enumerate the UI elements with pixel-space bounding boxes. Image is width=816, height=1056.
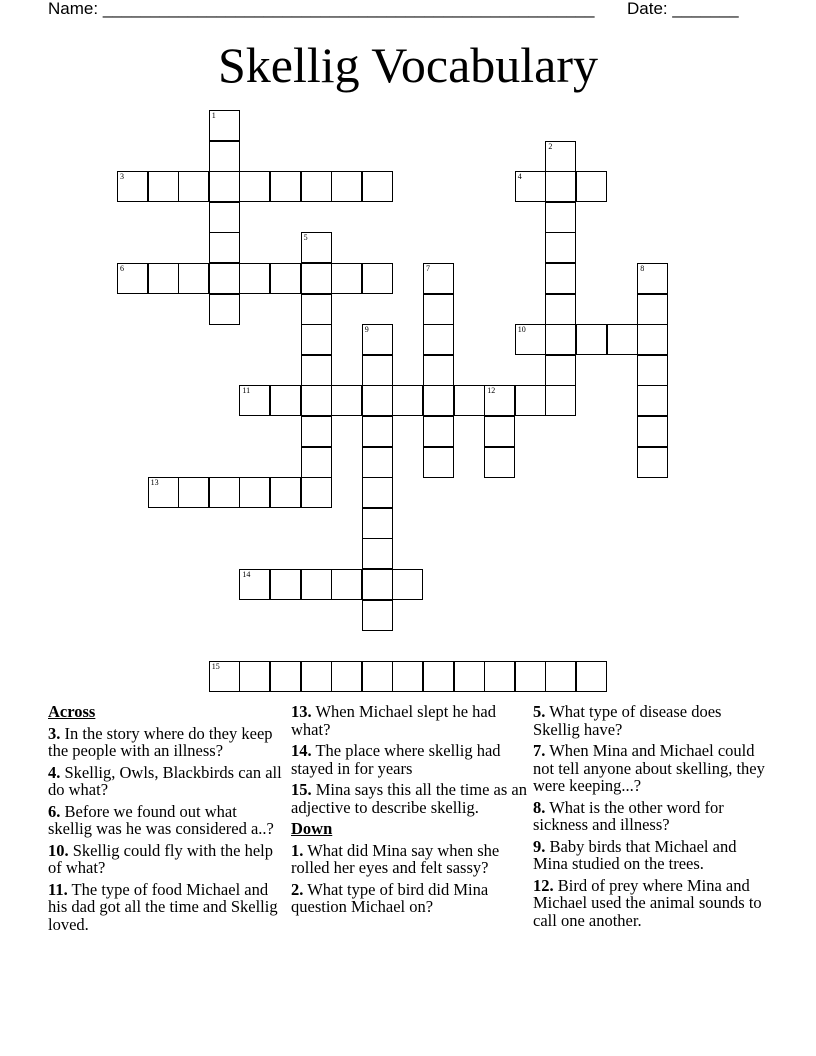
clue-across-11 <box>48 881 284 934</box>
clue-number: 14. <box>291 741 312 760</box>
clue-number: 11. <box>48 879 68 899</box>
clue-text: Bird of prey where Mina and Michael used the animal sounds to call one another. <box>533 875 762 930</box>
cell-number: 15 <box>211 661 220 671</box>
grid-cell[interactable] <box>301 661 332 692</box>
clue-number: 7. <box>533 741 546 760</box>
grid-cell[interactable] <box>362 661 393 692</box>
grid-cell[interactable] <box>392 569 423 600</box>
grid-cell[interactable] <box>209 263 240 294</box>
clue-down-8 <box>533 799 769 834</box>
clue-across-6 <box>48 803 284 838</box>
grid-cell[interactable] <box>637 324 668 355</box>
clue-down-7 <box>533 742 769 795</box>
grid-cell[interactable] <box>362 569 393 600</box>
grid-cell[interactable] <box>637 385 668 416</box>
clue-text: What type of disease does Skellig have? <box>533 702 722 739</box>
cell-number: 10 <box>517 325 526 335</box>
grid-cell[interactable] <box>637 263 668 294</box>
grid-cell[interactable] <box>484 661 515 692</box>
grid-cell[interactable] <box>148 263 179 294</box>
grid-cell[interactable] <box>362 171 393 202</box>
clue-across-15 <box>291 781 527 816</box>
page-title: Skellig Vocabulary <box>217 37 599 93</box>
grid-cell[interactable] <box>545 232 576 263</box>
grid-cell[interactable] <box>607 324 638 355</box>
grid-cell[interactable] <box>362 600 393 631</box>
grid-cell[interactable] <box>301 324 332 355</box>
clue-number: 3. <box>48 723 61 743</box>
clues-column-2 <box>291 703 527 920</box>
name-label: Name: <box>48 0 99 18</box>
grid-cell[interactable] <box>209 171 240 202</box>
grid-cell[interactable] <box>362 263 393 294</box>
clue-across-10 <box>48 842 284 877</box>
grid-cell[interactable] <box>545 324 576 355</box>
grid-cell[interactable] <box>423 416 454 447</box>
cell-number: 6 <box>120 264 124 273</box>
grid-cell[interactable] <box>362 508 393 539</box>
grid-cell[interactable] <box>270 569 301 600</box>
clue-number: 4. <box>48 762 61 782</box>
grid-cell[interactable] <box>270 171 301 202</box>
down-heading: Down <box>291 819 333 838</box>
grid-cell[interactable] <box>331 171 362 202</box>
grid-cell[interactable] <box>392 661 423 692</box>
cell-number: 14 <box>242 570 251 579</box>
clue-down-9 <box>533 838 769 873</box>
grid-cell[interactable] <box>545 661 576 692</box>
grid-cell[interactable] <box>362 385 393 416</box>
grid-cell[interactable] <box>239 661 270 692</box>
grid-cell[interactable] <box>301 416 332 447</box>
grid-cell[interactable] <box>637 447 668 478</box>
grid-cell[interactable] <box>178 263 209 294</box>
clue-number: 9. <box>533 836 546 856</box>
grid-cell[interactable] <box>178 477 209 508</box>
grid-cell[interactable] <box>423 294 454 325</box>
grid-cell[interactable] <box>331 263 362 294</box>
grid-cell[interactable] <box>148 477 179 508</box>
grid-cell[interactable] <box>301 355 332 386</box>
grid-cell[interactable] <box>545 141 576 172</box>
grid-cell[interactable] <box>301 569 332 600</box>
grid-cell[interactable] <box>545 385 576 416</box>
clue-text: Skellig, Owls, Blackbirds can all do what? <box>48 762 282 799</box>
clue-across-4 <box>48 764 284 799</box>
grid-cell[interactable] <box>423 355 454 386</box>
grid-cell[interactable] <box>454 385 485 416</box>
clue-text: Before we found out what skellig was he was considered a..? <box>48 801 274 838</box>
grid-cell[interactable] <box>239 263 270 294</box>
grid-cell[interactable] <box>423 263 454 294</box>
cell-number: 7 <box>426 264 430 273</box>
clue-text: What is the other word for sickness and illness? <box>533 797 724 834</box>
grid-cell[interactable] <box>576 171 607 202</box>
grid-cell[interactable] <box>484 447 515 478</box>
grid-cell[interactable] <box>515 661 546 692</box>
grid-cell[interactable] <box>331 569 362 600</box>
grid-cell[interactable] <box>209 477 240 508</box>
grid-cell[interactable] <box>484 385 515 416</box>
clue-across-3 <box>48 725 284 760</box>
grid-cell[interactable] <box>484 416 515 447</box>
grid-cell[interactable] <box>270 661 301 692</box>
grid-cell[interactable] <box>301 385 332 416</box>
clue-text: The place where skellig had stayed in for years <box>291 741 501 778</box>
grid-cell[interactable] <box>423 447 454 478</box>
cell-number: 5 <box>303 233 308 243</box>
across-heading: Across <box>48 702 96 721</box>
grid-cell[interactable] <box>515 324 546 355</box>
clue-across-14 <box>291 742 527 777</box>
grid-cell[interactable] <box>637 416 668 447</box>
grid-cell[interactable] <box>209 661 240 692</box>
clue-text: What did Mina say when she rolled her eyes and felt sassy? <box>291 840 500 877</box>
grid-cell[interactable] <box>117 263 148 294</box>
clue-number: 12. <box>533 875 554 895</box>
grid-cell[interactable] <box>362 416 393 447</box>
grid-cell[interactable] <box>209 294 240 325</box>
name-blank[interactable]: ____________________________________________________ <box>102 0 595 18</box>
clue-number: 6. <box>48 801 61 821</box>
grid-cell[interactable] <box>454 661 485 692</box>
cell-number: 13 <box>150 478 159 488</box>
cell-number: 8 <box>640 264 645 273</box>
grid-cell[interactable] <box>209 232 240 263</box>
clue-number: 13. <box>291 702 312 721</box>
clue-number: 10. <box>48 840 69 860</box>
grid-cell[interactable] <box>148 171 179 202</box>
grid-cell[interactable] <box>362 477 393 508</box>
grid-cell[interactable] <box>270 263 301 294</box>
clue-text: When Michael slept he had what? <box>291 702 496 739</box>
date-label: Date: <box>627 0 668 18</box>
cell-number: 11 <box>242 386 251 396</box>
grid-cell[interactable] <box>392 385 423 416</box>
grid-cell[interactable] <box>515 385 546 416</box>
grid-cell[interactable] <box>331 661 362 692</box>
grid-cell[interactable] <box>209 141 240 172</box>
grid-cell[interactable] <box>209 202 240 233</box>
date-blank[interactable]: _______ <box>672 0 739 18</box>
grid-cell[interactable] <box>423 661 454 692</box>
grid-cell[interactable] <box>362 538 393 569</box>
clue-down-1 <box>291 842 527 877</box>
grid-cell[interactable] <box>362 447 393 478</box>
grid-cell[interactable] <box>209 110 240 141</box>
cell-number: 3 <box>120 172 124 182</box>
clue-number: 2. <box>291 879 304 899</box>
clue-down-5 <box>533 703 769 738</box>
grid-cell[interactable] <box>545 294 576 325</box>
grid-cell[interactable] <box>301 447 332 478</box>
grid-cell[interactable] <box>270 477 301 508</box>
grid-cell[interactable] <box>301 294 332 325</box>
grid-cell[interactable] <box>239 385 270 416</box>
grid-cell[interactable] <box>362 355 393 386</box>
grid-cell[interactable] <box>576 661 607 692</box>
grid-cell[interactable] <box>545 202 576 233</box>
grid-cell[interactable] <box>239 569 270 600</box>
cell-number: 12 <box>487 386 496 396</box>
cell-number: 4 <box>517 172 522 182</box>
clue-down-2 <box>291 881 527 916</box>
grid-cell[interactable] <box>301 171 332 202</box>
clue-number: 5. <box>533 702 546 721</box>
grid-cell[interactable] <box>239 171 270 202</box>
grid-cell[interactable] <box>301 477 332 508</box>
grid-cell[interactable] <box>545 355 576 386</box>
clue-down-12 <box>533 877 769 930</box>
cell-number: 2 <box>548 141 553 151</box>
clue-text: The type of food Michael and his dad got all the time and Skellig loved. <box>48 879 278 934</box>
clue-text: What type of bird did Mina question Michael on? <box>291 879 489 916</box>
grid-cell[interactable] <box>178 171 209 202</box>
clue-number: 15. <box>291 780 312 799</box>
grid-cell[interactable] <box>545 171 576 202</box>
grid-cell[interactable] <box>576 324 607 355</box>
clue-text: Baby birds that Michael and Mina studied on the trees. <box>533 836 737 873</box>
clue-text: When Mina and Michael could not tell anyone about skelling, they were keeping...? <box>533 741 765 795</box>
grid-cell[interactable] <box>117 171 148 202</box>
clues-column-1 <box>48 703 284 937</box>
grid-cell[interactable] <box>637 294 668 325</box>
grid-cell[interactable] <box>362 324 393 355</box>
grid-cell[interactable] <box>301 263 332 294</box>
cell-number: 1 <box>211 111 216 120</box>
grid-cell[interactable] <box>331 385 362 416</box>
clue-number: 1. <box>291 840 304 860</box>
clue-text: Skellig could fly with the help of what? <box>48 840 274 877</box>
grid-cell[interactable] <box>239 477 270 508</box>
clue-text: In the story where do they keep the people with an illness? <box>48 723 273 760</box>
grid-cell[interactable] <box>270 385 301 416</box>
grid-cell[interactable] <box>545 263 576 294</box>
clue-across-13 <box>291 703 527 738</box>
grid-cell[interactable] <box>423 385 454 416</box>
clues-column-3 <box>533 703 769 933</box>
grid-cell[interactable] <box>515 171 546 202</box>
grid-cell[interactable] <box>637 355 668 386</box>
clue-number: 8. <box>533 797 546 817</box>
grid-cell[interactable] <box>301 232 332 263</box>
grid-cell[interactable] <box>423 324 454 355</box>
clue-text: Mina says this all the time as an adjective to describe skellig. <box>291 780 528 817</box>
cell-number: 9 <box>364 325 369 335</box>
